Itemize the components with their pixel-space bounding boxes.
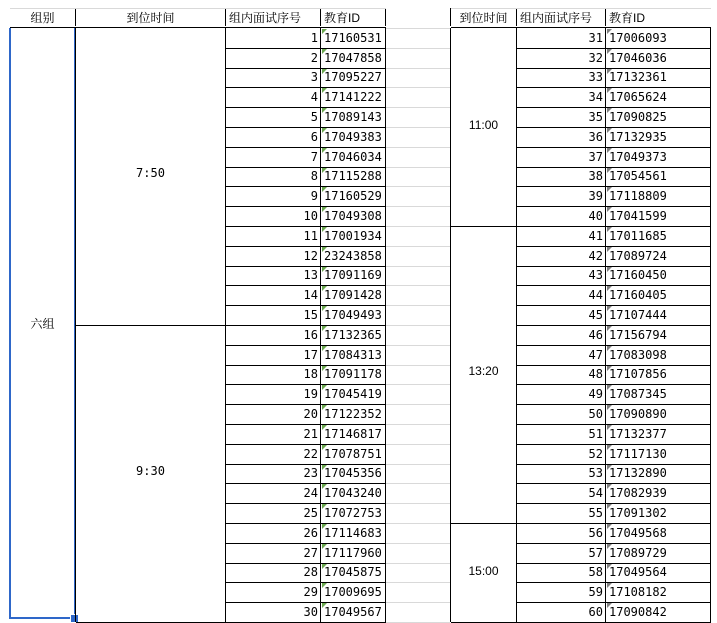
- text-number-marker: [607, 207, 612, 212]
- left-id-cell[interactable]: 17084313: [324, 347, 382, 362]
- left-seq-cell[interactable]: 23: [303, 466, 318, 481]
- empty-gridline: [386, 48, 450, 49]
- right-id-cell[interactable]: 17107856: [609, 367, 667, 382]
- right-id-cell[interactable]: 17046036: [609, 50, 667, 65]
- header-separator: [225, 8, 226, 26]
- left-id-cell[interactable]: 17046034: [324, 149, 382, 164]
- empty-gridline: [386, 127, 450, 128]
- right-id-cell[interactable]: 17132377: [609, 426, 667, 441]
- left-time-block-2[interactable]: 9:30: [136, 464, 165, 478]
- text-number-marker: [607, 385, 612, 390]
- text-number-marker: [607, 267, 612, 272]
- column-border: [710, 28, 711, 622]
- text-number-marker: [322, 49, 327, 54]
- right-seq-cell[interactable]: 55: [588, 506, 603, 521]
- text-number-marker: [607, 88, 612, 93]
- text-number-marker: [322, 425, 327, 430]
- right-seq-cell[interactable]: 53: [588, 466, 603, 481]
- text-number-marker: [322, 267, 327, 272]
- right-id-cell[interactable]: 17011685: [609, 228, 667, 243]
- left-id-cell[interactable]: 17091428: [324, 288, 382, 303]
- right-id-cell[interactable]: 17156794: [609, 327, 667, 342]
- header-separator: [605, 8, 606, 26]
- left-seq-cell[interactable]: 19: [303, 387, 318, 402]
- text-number-marker: [607, 128, 612, 133]
- left-seq-cell[interactable]: 6: [310, 129, 318, 144]
- text-number-marker: [607, 108, 612, 113]
- left-seq-cell[interactable]: 8: [310, 169, 318, 184]
- empty-gridline: [386, 365, 450, 366]
- left-seq-cell[interactable]: 12: [303, 248, 318, 263]
- right-seq-cell[interactable]: 50: [588, 407, 603, 422]
- right-time-block-2[interactable]: 13:20: [468, 364, 499, 378]
- text-number-marker: [322, 544, 327, 549]
- left-id-cell[interactable]: 17049567: [324, 605, 382, 620]
- right-seq-cell[interactable]: 39: [588, 189, 603, 204]
- left-id-cell[interactable]: 17045875: [324, 565, 382, 580]
- text-number-marker: [322, 227, 327, 232]
- text-number-marker: [322, 326, 327, 331]
- header-top-gridline: [10, 8, 386, 9]
- right-id-cell[interactable]: 17049373: [609, 149, 667, 164]
- text-number-marker: [322, 168, 327, 173]
- left-seq-cell[interactable]: 3: [310, 70, 318, 85]
- right-seq-cell[interactable]: 31: [588, 30, 603, 45]
- text-number-marker: [322, 583, 327, 588]
- left-id-cell[interactable]: 17047858: [324, 50, 382, 65]
- right-seq-cell[interactable]: 48: [588, 367, 603, 382]
- text-number-marker: [322, 88, 327, 93]
- left-id-cell[interactable]: 17001934: [324, 228, 382, 243]
- header-group[interactable]: 组别: [30, 10, 55, 25]
- right-id-cell[interactable]: 17091302: [609, 506, 667, 521]
- empty-gridline: [386, 464, 450, 465]
- empty-gridline: [386, 285, 450, 286]
- left-seq-cell[interactable]: 13: [303, 268, 318, 283]
- right-seq-cell[interactable]: 34: [588, 90, 603, 105]
- left-id-cell[interactable]: 17095227: [324, 70, 382, 85]
- text-number-marker: [322, 69, 327, 74]
- right-seq-cell[interactable]: 43: [588, 268, 603, 283]
- left-seq-cell[interactable]: 28: [303, 565, 318, 580]
- right-id-cell[interactable]: 17065624: [609, 90, 667, 105]
- left-id-cell[interactable]: 17045419: [324, 387, 382, 402]
- right-seq-cell[interactable]: 33: [588, 70, 603, 85]
- left-seq-cell[interactable]: 26: [303, 525, 318, 540]
- text-number-marker: [322, 564, 327, 569]
- text-number-marker: [607, 286, 612, 291]
- left-id-cell[interactable]: 17049493: [324, 308, 382, 323]
- empty-gridline: [386, 424, 450, 425]
- left-seq-cell[interactable]: 2: [310, 50, 318, 65]
- empty-gridline: [386, 246, 450, 247]
- time-block-divider: [76, 325, 226, 326]
- text-number-marker: [607, 465, 612, 470]
- empty-gridline: [386, 186, 450, 187]
- text-number-marker: [322, 484, 327, 489]
- empty-gridline: [386, 345, 450, 346]
- left-seq-cell[interactable]: 24: [303, 486, 318, 501]
- right-seq-cell[interactable]: 42: [588, 248, 603, 263]
- left-seq-cell[interactable]: 17: [303, 347, 318, 362]
- right-id-cell[interactable]: 17087345: [609, 387, 667, 402]
- text-number-marker: [607, 326, 612, 331]
- right-id-cell[interactable]: 17117130: [609, 446, 667, 461]
- empty-gridline: [386, 503, 450, 504]
- left-id-cell[interactable]: 17072753: [324, 506, 382, 521]
- text-number-marker: [322, 603, 327, 608]
- text-number-marker: [607, 445, 612, 450]
- right-seq-cell[interactable]: 44: [588, 288, 603, 303]
- header-education-id-right[interactable]: 教育ID: [609, 10, 646, 25]
- left-id-cell[interactable]: 17049383: [324, 129, 382, 144]
- text-number-marker: [607, 504, 612, 509]
- empty-gridline: [386, 107, 450, 108]
- text-number-marker: [607, 49, 612, 54]
- right-id-cell[interactable]: 17160450: [609, 268, 667, 283]
- column-border: [450, 28, 451, 622]
- right-seq-cell[interactable]: 58: [588, 565, 603, 580]
- text-number-marker: [322, 148, 327, 153]
- group-cell[interactable]: 六组: [30, 316, 55, 331]
- right-seq-cell[interactable]: 51: [588, 426, 603, 441]
- left-seq-cell[interactable]: 18: [303, 367, 318, 382]
- right-seq-cell[interactable]: 32: [588, 50, 603, 65]
- text-number-marker: [322, 405, 327, 410]
- time-block-divider: [451, 523, 517, 524]
- text-number-marker: [607, 306, 612, 311]
- left-id-cell[interactable]: 17078751: [324, 446, 382, 461]
- left-seq-cell[interactable]: 1: [310, 30, 318, 45]
- empty-gridline: [386, 226, 450, 227]
- left-id-cell[interactable]: 17045356: [324, 466, 382, 481]
- right-id-cell[interactable]: 17089729: [609, 545, 667, 560]
- left-id-cell[interactable]: 17049308: [324, 209, 382, 224]
- right-id-cell[interactable]: 17090890: [609, 407, 667, 422]
- left-seq-cell[interactable]: 7: [310, 149, 318, 164]
- left-seq-cell[interactable]: 11: [303, 228, 318, 243]
- text-number-marker: [322, 306, 327, 311]
- empty-gridline: [386, 325, 450, 326]
- right-seq-cell[interactable]: 41: [588, 228, 603, 243]
- left-id-cell[interactable]: 23243858: [324, 248, 382, 263]
- left-id-cell[interactable]: 17141222: [324, 90, 382, 105]
- empty-gridline: [386, 444, 450, 445]
- left-id-cell[interactable]: 17114683: [324, 525, 382, 540]
- left-seq-cell[interactable]: 16: [303, 327, 318, 342]
- selection-border-left: [9, 28, 11, 618]
- right-id-cell[interactable]: 17041599: [609, 209, 667, 224]
- text-number-marker: [322, 465, 327, 470]
- right-seq-cell[interactable]: 59: [588, 585, 603, 600]
- left-id-cell[interactable]: 17091178: [324, 367, 382, 382]
- left-seq-cell[interactable]: 14: [303, 288, 318, 303]
- right-seq-cell[interactable]: 45: [588, 308, 603, 323]
- empty-gridline: [386, 563, 450, 564]
- right-seq-cell[interactable]: 35: [588, 110, 603, 125]
- empty-gridline: [386, 523, 450, 524]
- text-number-marker: [607, 603, 612, 608]
- left-id-cell[interactable]: 17115288: [324, 169, 382, 184]
- empty-gridline: [386, 206, 450, 207]
- text-number-marker: [607, 148, 612, 153]
- empty-gridline: [386, 305, 450, 306]
- text-number-marker: [322, 366, 327, 371]
- left-id-cell[interactable]: 17117960: [324, 545, 382, 560]
- text-number-marker: [607, 187, 612, 192]
- right-id-cell[interactable]: 17160405: [609, 288, 667, 303]
- header-separator: [450, 8, 451, 26]
- text-number-marker: [607, 346, 612, 351]
- text-number-marker: [607, 247, 612, 252]
- time-block-divider: [451, 226, 517, 227]
- text-number-marker: [607, 564, 612, 569]
- left-id-cell[interactable]: 17160531: [324, 30, 382, 45]
- empty-gridline: [386, 266, 450, 267]
- right-seq-cell[interactable]: 37: [588, 149, 603, 164]
- header-top-gridline: [451, 8, 711, 9]
- right-id-cell[interactable]: 17108182: [609, 585, 667, 600]
- left-seq-cell[interactable]: 4: [310, 90, 318, 105]
- text-number-marker: [607, 524, 612, 529]
- text-number-marker: [322, 247, 327, 252]
- right-id-cell[interactable]: 17083098: [609, 347, 667, 362]
- right-time-block-3[interactable]: 15:00: [468, 564, 499, 578]
- left-seq-cell[interactable]: 30: [303, 605, 318, 620]
- right-time-block-1[interactable]: 11:00: [468, 118, 499, 132]
- header-separator: [75, 8, 76, 26]
- right-id-cell[interactable]: 17132890: [609, 466, 667, 481]
- left-seq-cell[interactable]: 25: [303, 506, 318, 521]
- right-seq-cell[interactable]: 38: [588, 169, 603, 184]
- text-number-marker: [322, 286, 327, 291]
- right-id-cell[interactable]: 17006093: [609, 30, 667, 45]
- text-number-marker: [607, 583, 612, 588]
- right-id-cell[interactable]: 17054561: [609, 169, 667, 184]
- left-id-cell[interactable]: 17146817: [324, 426, 382, 441]
- left-seq-cell[interactable]: 15: [303, 308, 318, 323]
- left-id-cell[interactable]: 17043240: [324, 486, 382, 501]
- text-number-marker: [607, 29, 612, 34]
- text-number-marker: [607, 69, 612, 74]
- left-time-block-1[interactable]: 7:50: [136, 166, 165, 180]
- right-id-cell[interactable]: 17049568: [609, 525, 667, 540]
- text-number-marker: [607, 405, 612, 410]
- empty-gridline: [386, 167, 450, 168]
- empty-gridline: [386, 384, 450, 385]
- text-number-marker: [607, 425, 612, 430]
- selection-border-bottom: [9, 617, 76, 619]
- text-number-marker: [322, 346, 327, 351]
- left-seq-cell[interactable]: 5: [310, 110, 318, 125]
- right-id-cell[interactable]: 17082939: [609, 486, 667, 501]
- empty-gridline: [386, 28, 450, 29]
- right-id-cell[interactable]: 17132361: [609, 70, 667, 85]
- empty-gridline: [386, 404, 450, 405]
- text-number-marker: [607, 227, 612, 232]
- header-interview-seq[interactable]: 组内面试序号: [229, 10, 302, 25]
- header-separator: [516, 8, 517, 26]
- header-separator: [320, 8, 321, 26]
- right-id-cell[interactable]: 17132935: [609, 129, 667, 144]
- right-seq-cell[interactable]: 54: [588, 486, 603, 501]
- left-seq-cell[interactable]: 29: [303, 585, 318, 600]
- right-id-cell[interactable]: 17089724: [609, 248, 667, 263]
- text-number-marker: [607, 544, 612, 549]
- empty-gridline: [386, 582, 450, 583]
- header-interview-seq-right[interactable]: 组内面试序号: [520, 10, 593, 25]
- left-id-cell[interactable]: 17132365: [324, 327, 382, 342]
- empty-gridline: [386, 483, 450, 484]
- left-seq-cell[interactable]: 22: [303, 446, 318, 461]
- right-seq-cell[interactable]: 52: [588, 446, 603, 461]
- right-seq-cell[interactable]: 46: [588, 327, 603, 342]
- empty-gridline: [386, 87, 450, 88]
- left-seq-cell[interactable]: 27: [303, 545, 318, 560]
- left-seq-cell[interactable]: 20: [303, 407, 318, 422]
- left-seq-cell[interactable]: 10: [303, 209, 318, 224]
- text-number-marker: [322, 445, 327, 450]
- empty-gridline: [386, 602, 450, 603]
- right-seq-cell[interactable]: 57: [588, 545, 603, 560]
- header-education-id[interactable]: 教育ID: [324, 10, 361, 25]
- text-number-marker: [607, 168, 612, 173]
- right-id-cell[interactable]: 17049564: [609, 565, 667, 580]
- right-id-cell[interactable]: 17090842: [609, 605, 667, 620]
- right-id-cell[interactable]: 17090825: [609, 110, 667, 125]
- left-id-cell[interactable]: 17089143: [324, 110, 382, 125]
- text-number-marker: [607, 484, 612, 489]
- column-border: [516, 28, 517, 622]
- text-number-marker: [322, 128, 327, 133]
- text-number-marker: [322, 385, 327, 390]
- text-number-marker: [322, 29, 327, 34]
- column-border: [605, 28, 606, 622]
- right-seq-cell[interactable]: 36: [588, 129, 603, 144]
- right-id-cell[interactable]: 17107444: [609, 308, 667, 323]
- left-seq-cell[interactable]: 21: [303, 426, 318, 441]
- right-seq-cell[interactable]: 40: [588, 209, 603, 224]
- text-number-marker: [322, 504, 327, 509]
- right-id-cell[interactable]: 17118809: [609, 189, 667, 204]
- header-arrival-time-right[interactable]: 到位时间: [459, 10, 508, 25]
- empty-gridline: [386, 147, 450, 148]
- left-id-cell[interactable]: 17091169: [324, 268, 382, 283]
- text-number-marker: [322, 108, 327, 113]
- text-number-marker: [607, 366, 612, 371]
- left-id-cell[interactable]: 17009695: [324, 585, 382, 600]
- right-seq-cell[interactable]: 49: [588, 387, 603, 402]
- text-number-marker: [322, 207, 327, 212]
- right-seq-cell[interactable]: 60: [588, 605, 603, 620]
- header-arrival-time[interactable]: 到位时间: [126, 10, 175, 25]
- text-number-marker: [322, 187, 327, 192]
- column-border: [320, 28, 321, 622]
- text-number-marker: [322, 524, 327, 529]
- left-seq-cell[interactable]: 9: [310, 189, 318, 204]
- left-id-cell[interactable]: 17122352: [324, 407, 382, 422]
- right-seq-cell[interactable]: 56: [588, 525, 603, 540]
- right-seq-cell[interactable]: 47: [588, 347, 603, 362]
- empty-gridline: [386, 68, 450, 69]
- header-separator: [385, 8, 386, 26]
- left-id-cell[interactable]: 17160529: [324, 189, 382, 204]
- empty-gridline: [386, 543, 450, 544]
